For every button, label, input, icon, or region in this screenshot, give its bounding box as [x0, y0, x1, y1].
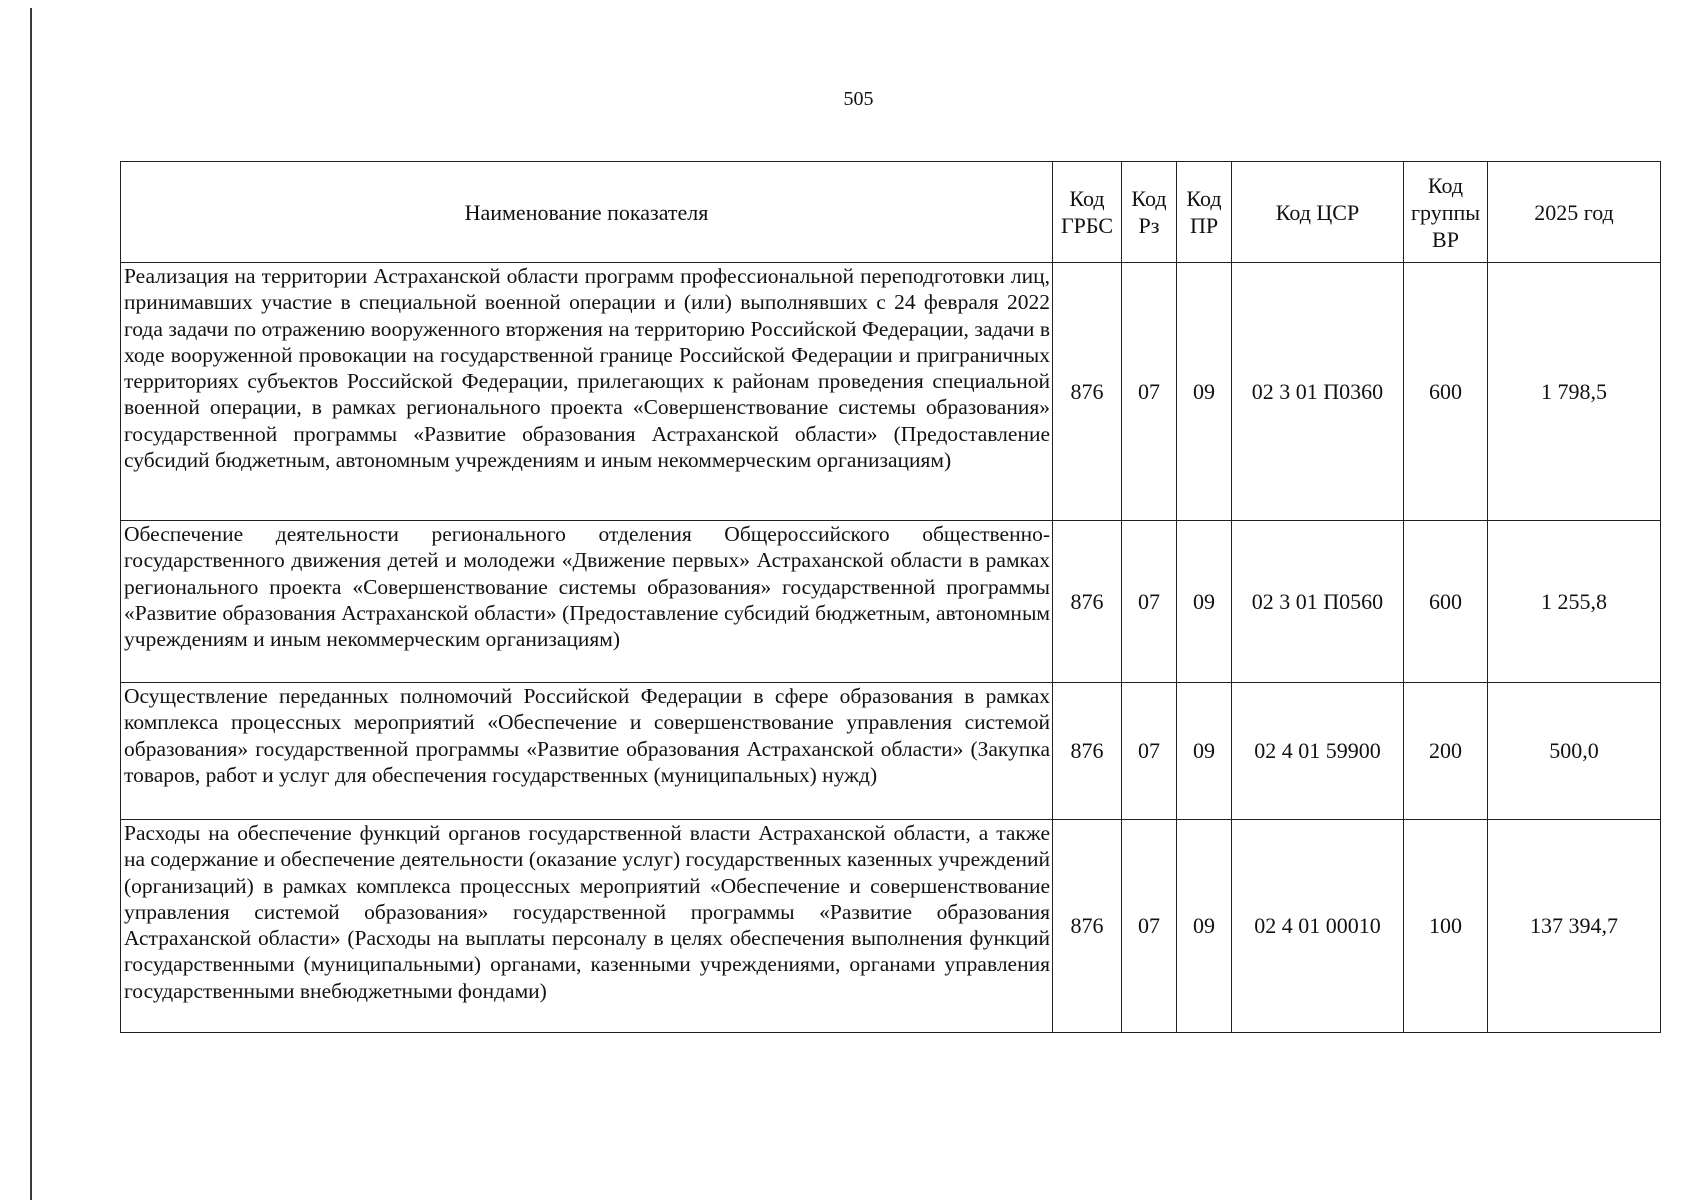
row-pr: 09	[1177, 263, 1232, 521]
page-number: 505	[843, 88, 874, 110]
row-vr: 200	[1404, 683, 1488, 820]
header-year: 2025 год	[1488, 162, 1661, 263]
row-rz: 07	[1122, 521, 1177, 683]
row-csr: 02 3 01 П0360	[1232, 263, 1404, 521]
row-amount: 1 798,5	[1488, 263, 1661, 521]
row-csr: 02 4 01 00010	[1232, 820, 1404, 1033]
header-csr: Код ЦСР	[1232, 162, 1404, 263]
header-rz: Код Рз	[1122, 162, 1177, 263]
table-row	[121, 683, 1661, 820]
row-csr: 02 4 01 59900	[1232, 683, 1404, 820]
row-rz: 07	[1122, 820, 1177, 1033]
row-vr: 600	[1404, 263, 1488, 521]
header-pr: Код ПР	[1177, 162, 1232, 263]
row-vr: 600	[1404, 521, 1488, 683]
row-pr: 09	[1177, 820, 1232, 1033]
budget-table	[120, 161, 1661, 1033]
row-name: Осуществление переданных полномочий Российской Федерации в сфере образования в рамках комплекса процессных мероприятий «Обеспечение и совершенствование управления системой образования» государственной программы «Развитие образования Астраханской области» (Закупка товаров, работ и услуг для обеспечения государственных (муниципальных) нужд)	[121, 683, 1053, 820]
row-name: Реализация на территории Астраханской области программ профессиональной переподготовки лиц, принимавших участие в специальной военной операции и (или) выполнявших с 24 февраля 2022 года задачи по отражению вооруженного вторжения на территорию Российской Федерации, задачи в ходе вооруженной провокации на государственной границе Российской Федерации и приграничных территориях субъектов Российской Федерации, прилегающих к районам проведения специальной военной операции, в рамках регионального проекта «Совершенствование системы образования» государственной программы «Развитие образования Астраханской области» (Предоставление субсидий бюджетным, автономным учреждениям и иным некоммерческим организациям)	[121, 263, 1053, 521]
row-amount: 500,0	[1488, 683, 1661, 820]
row-grbs: 876	[1053, 820, 1122, 1033]
header-vr: Код группы ВР	[1404, 162, 1488, 263]
row-csr: 02 3 01 П0560	[1232, 521, 1404, 683]
row-name: Обеспечение деятельности регионального отделения Общероссийского общественно-государственного движения детей и молодежи «Движение первых» Астраханской области в рамках регионального проекта «Совершенствование системы образования» государственной программы «Развитие образования Астраханской области» (Предоставление субсидий бюджетным, автономным учреждениям и иным некоммерческим организациям)	[121, 521, 1053, 683]
row-rz: 07	[1122, 683, 1177, 820]
row-amount: 137 394,7	[1488, 820, 1661, 1033]
page-binding-line	[30, 8, 32, 1200]
row-pr: 09	[1177, 521, 1232, 683]
header-grbs: Код ГРБС	[1053, 162, 1122, 263]
row-pr: 09	[1177, 683, 1232, 820]
row-rz: 07	[1122, 263, 1177, 521]
row-amount: 1 255,8	[1488, 521, 1661, 683]
row-name: Расходы на обеспечение функций органов государственной власти Астраханской области, а также на содержание и обеспечение деятельности (оказание услуг) государственных казенных учреждений (организаций) в рамках комплекса процессных мероприятий «Обеспечение и совершенствование управления системой образования» государственной программы «Развитие образования Астраханской области» (Расходы на выплаты персоналу в целях обеспечения выполнения функций государственными (муниципальными) органами, казенными учреждениями, органами управления государственными внебюджетными фондами)	[121, 820, 1053, 1033]
table-row	[121, 820, 1661, 1033]
table-row	[121, 263, 1661, 521]
row-vr: 100	[1404, 820, 1488, 1033]
row-grbs: 876	[1053, 683, 1122, 820]
row-grbs: 876	[1053, 521, 1122, 683]
header-name: Наименование показателя	[121, 162, 1053, 263]
table-row	[121, 521, 1661, 683]
row-grbs: 876	[1053, 263, 1122, 521]
table-header-row	[121, 162, 1661, 263]
